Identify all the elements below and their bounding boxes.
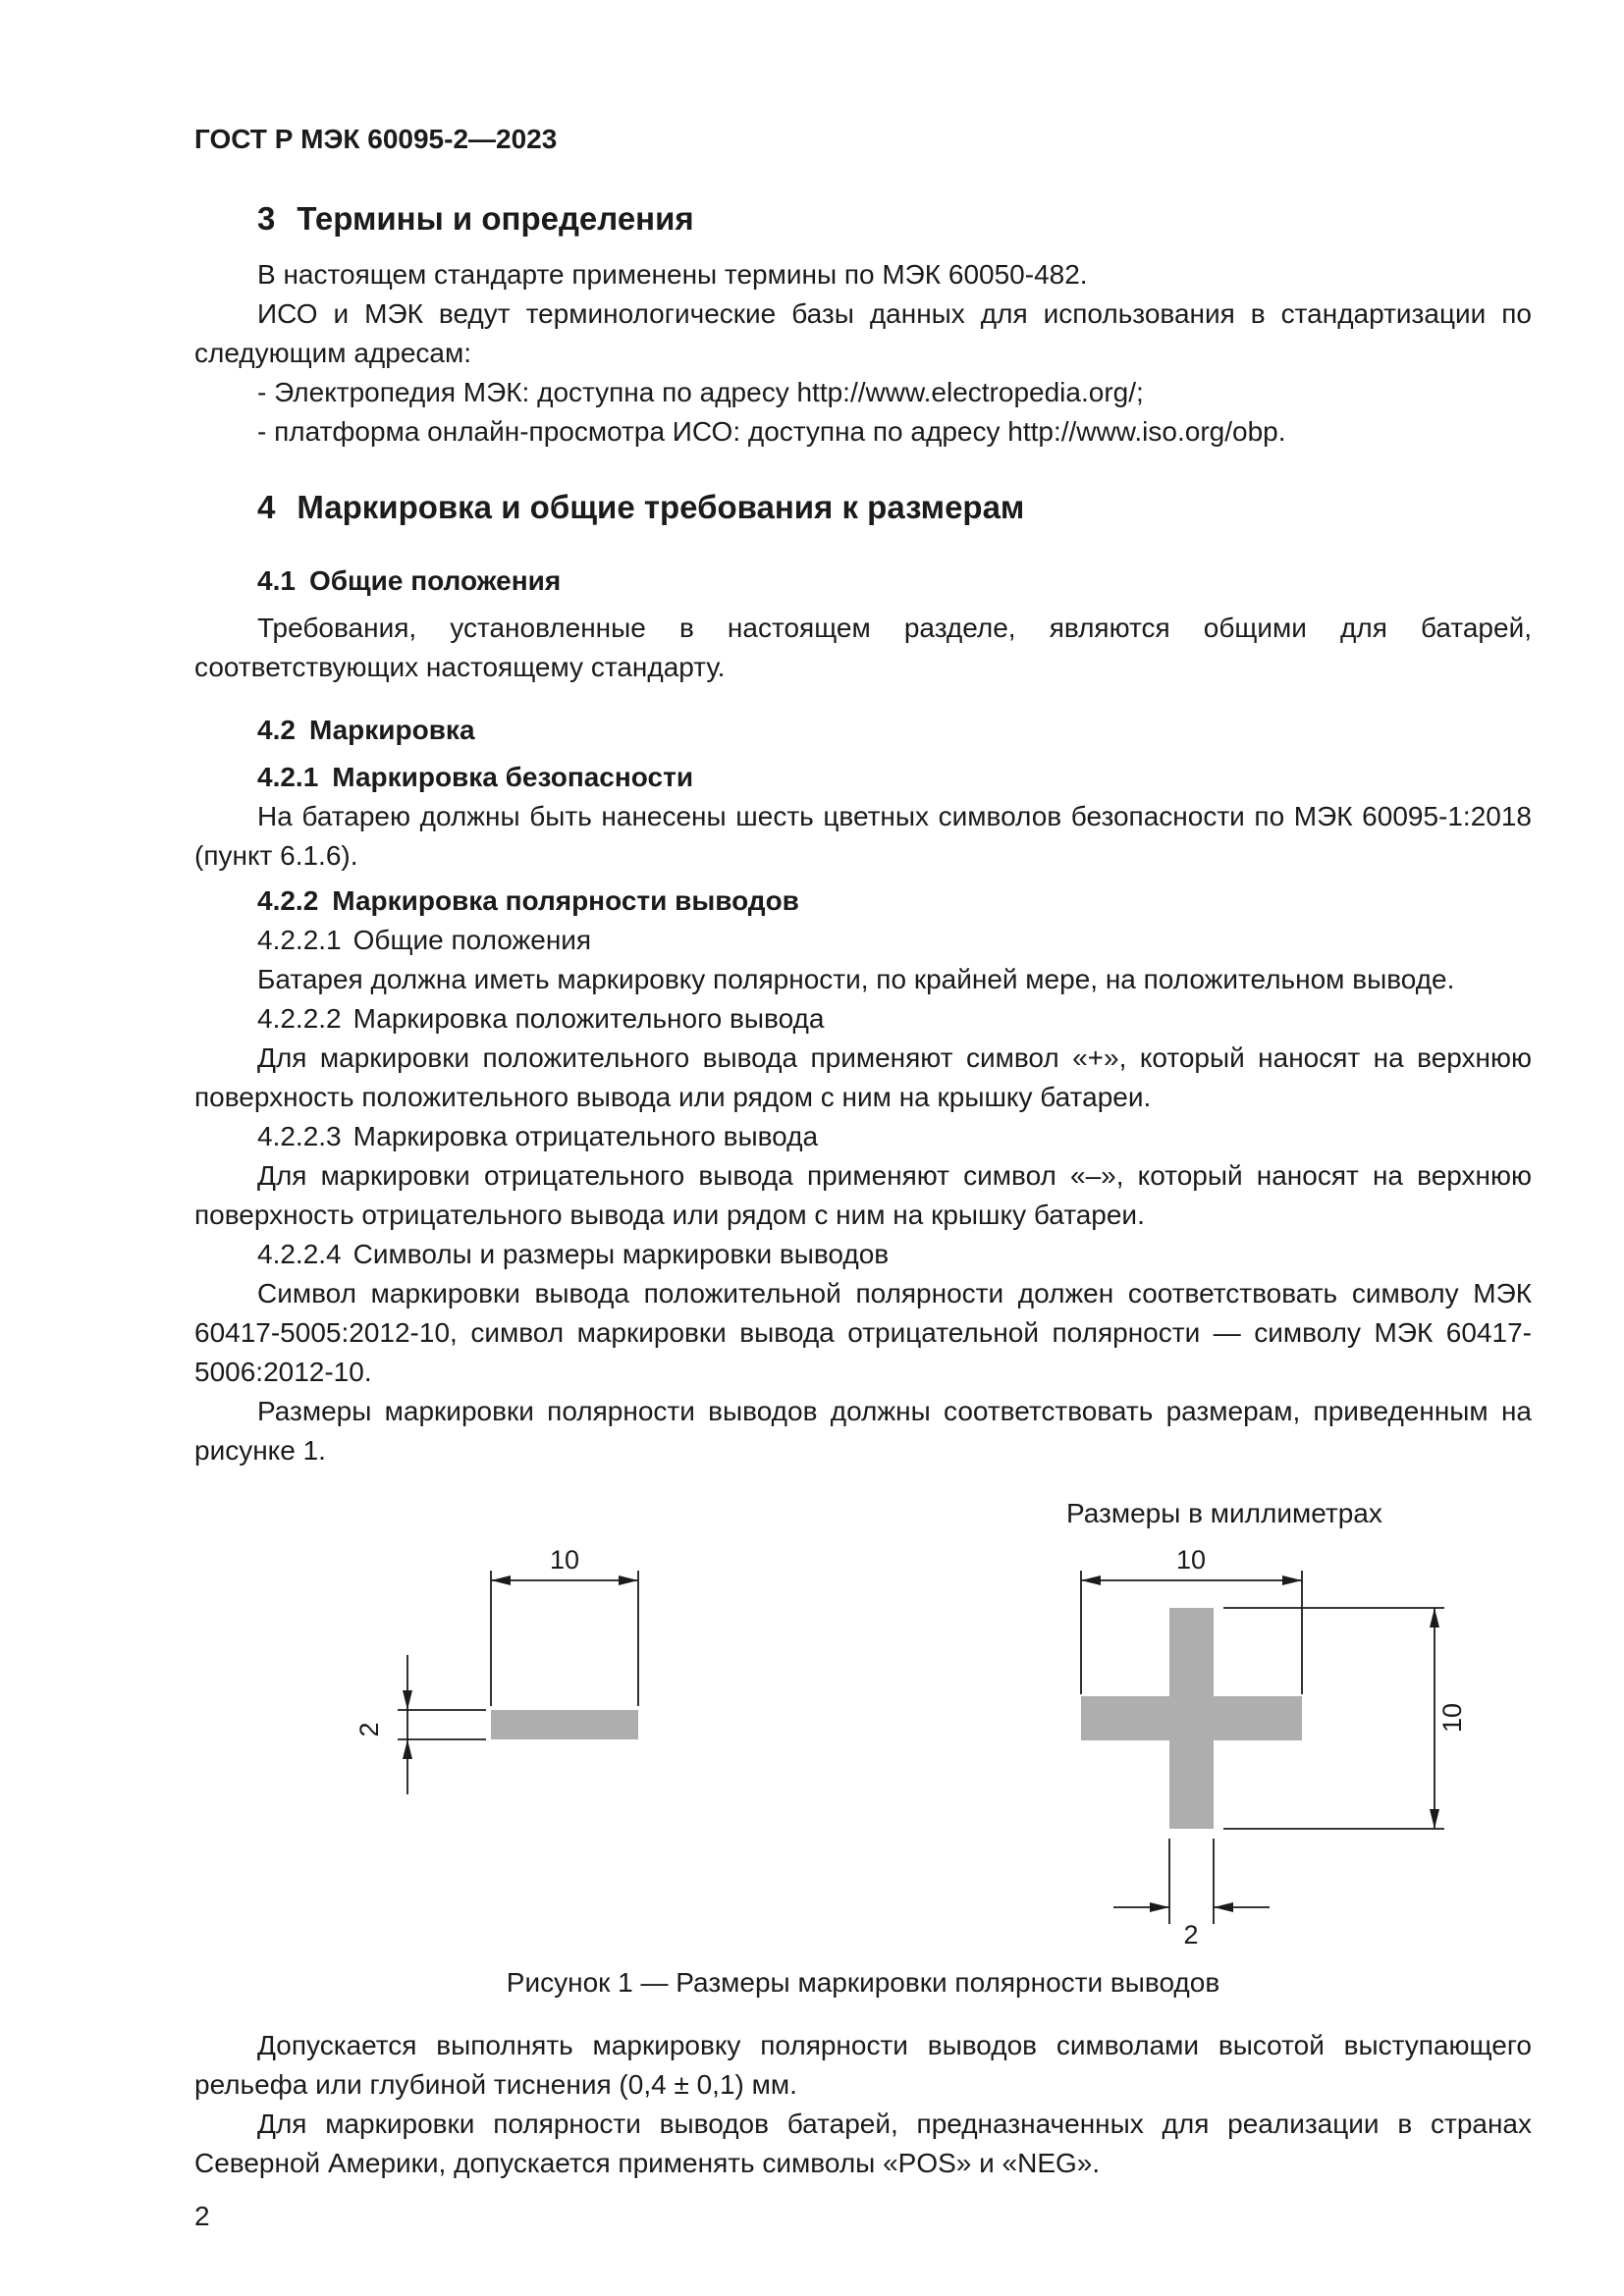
section-4-2-2-3-number: 4.2.2.3	[257, 1121, 342, 1151]
plus-dimension-lines	[1081, 1571, 1444, 1924]
figure-drawings	[194, 1533, 1532, 1955]
section-4-2-2-4-title: Символы и размеры маркировки выводов	[352, 1239, 890, 1269]
section-4-2-heading	[194, 709, 1532, 752]
section-4-1-number: 4.1	[257, 565, 296, 596]
section-4-2-2-title: Маркировка полярности выводов	[332, 885, 799, 916]
minus-symbol-drawing	[329, 1539, 800, 1834]
plus-symbol-drawing	[1007, 1539, 1479, 1951]
plus-height-dimension-label: 10	[1437, 1702, 1467, 1734]
section-4-2-2-4-number: 4.2.2.4	[257, 1239, 342, 1269]
paragraph-4-2-2-1: Батарея должна иметь маркировку полярности, по крайней мере, на положительном выводе.	[257, 964, 1455, 994]
paragraph-relief-marking: Допускается выполнять маркировку полярности выводов символами высотой выступающего рельефа или глубиной тиснения (0,4 ± 0,1) мм.	[194, 2030, 1532, 2100]
section-4-heading	[194, 485, 1532, 530]
minus-symbol	[491, 1710, 638, 1739]
section-4-2-1-heading	[194, 758, 1532, 797]
section-4-2-2-number: 4.2.2	[257, 885, 319, 916]
section-4-2-2-1-heading	[194, 921, 1532, 960]
section-4-title: Маркировка и общие требования к размерам	[297, 489, 1025, 525]
paragraph-pos-neg: Для маркировки полярности выводов батарей, предназначенных для реализации в странах Северной Америки, допускается применять символы «POS» и «NEG».	[194, 2109, 1532, 2178]
list-item-electropedia: - Электропедия МЭК: доступна по адресу http://www.electropedia.org/;	[257, 377, 1144, 407]
paragraph-terms-2: ИСО и МЭК ведут терминологические базы данных для использования в стандартизации по следующим адресам:	[194, 298, 1532, 368]
section-4-2-2-1-number: 4.2.2.1	[257, 925, 342, 955]
document-code-header: ГОСТ Р МЭК 60095-2—2023	[194, 124, 558, 154]
section-4-2-2-2-title: Маркировка положительного вывода	[352, 1003, 825, 1034]
paragraph-4-2-2-3: Для маркировки отрицательного вывода применяют символ «–», который наносят на верхнюю поверхность отрицательного вывода или рядом с ним на крышку батареи.	[194, 1160, 1532, 1230]
section-4-2-2-1-title: Общие положения	[352, 925, 592, 955]
section-4-2-1-number: 4.2.1	[257, 762, 319, 792]
section-4-2-2-2-heading	[194, 999, 1532, 1039]
section-4-2-2-2-number: 4.2.2.2	[257, 1003, 342, 1034]
section-3-heading	[194, 196, 1532, 241]
section-4-1-heading	[194, 560, 1532, 603]
section-4-2-number: 4.2	[257, 715, 296, 745]
section-4-2-2-3-title: Маркировка отрицательного вывода	[352, 1121, 819, 1151]
plus-symbol	[1081, 1608, 1302, 1829]
section-4-2-title: Маркировка	[308, 715, 475, 745]
plus-width-dimension-label: 10	[1175, 1545, 1207, 1575]
figure-units-note: Размеры в миллиметрах	[1066, 1498, 1382, 1528]
figure-1	[194, 1494, 1532, 2002]
figure-caption: Рисунок 1 — Размеры маркировки полярности выводов	[506, 1967, 1220, 1998]
section-4-2-2-4-heading	[194, 1235, 1532, 1274]
paragraph-4-2-2-4a: Символ маркировки вывода положительной полярности должен соответствовать символу МЭК 60417-5005:2012-10, символ маркировки вывода отрицательной полярности — символу МЭК 60417-5006:2012-10.	[194, 1278, 1532, 1387]
section-4-2-2-heading	[194, 881, 1532, 921]
paragraph-4-2-2-4b: Размеры маркировки полярности выводов должны соответствовать размерам, приведенным на рисунке 1.	[194, 1396, 1532, 1466]
paragraph-4-1: Требования, установленные в настоящем разделе, являются общими для батарей, соответствующих настоящему стандарту.	[194, 613, 1532, 682]
section-4-1-title: Общие положения	[308, 565, 562, 596]
section-4-2-1-title: Маркировка безопасности	[332, 762, 694, 792]
minus-height-dimension-label: 2	[354, 1722, 384, 1737]
section-4-2-2-3-heading	[194, 1117, 1532, 1156]
minus-dimension-lines	[398, 1571, 638, 1794]
paragraph-4-2-1: На батарею должны быть нанесены шесть цветных символов безопасности по МЭК 60095-1:2018 (пункт 6.1.6).	[194, 801, 1532, 871]
section-3-title: Термины и определения	[297, 200, 694, 237]
plus-stroke-dimension-label: 2	[1183, 1920, 1199, 1949]
section-3-number: 3	[257, 200, 276, 237]
page-number: 2	[194, 2201, 210, 2231]
paragraph-terms-1: В настоящем стандарте применены термины по МЭК 60050-482.	[257, 259, 1088, 290]
section-4-number: 4	[257, 489, 276, 525]
minus-width-dimension-label: 10	[549, 1545, 580, 1575]
list-item-iso-obp: - платформа онлайн-просмотра ИСО: доступна по адресу http://www.iso.org/obp.	[257, 416, 1286, 447]
paragraph-4-2-2-2: Для маркировки положительного вывода применяют символ «+», который наносят на верхнюю поверхность положительного вывода или рядом с ним на крышку батареи.	[194, 1042, 1532, 1112]
